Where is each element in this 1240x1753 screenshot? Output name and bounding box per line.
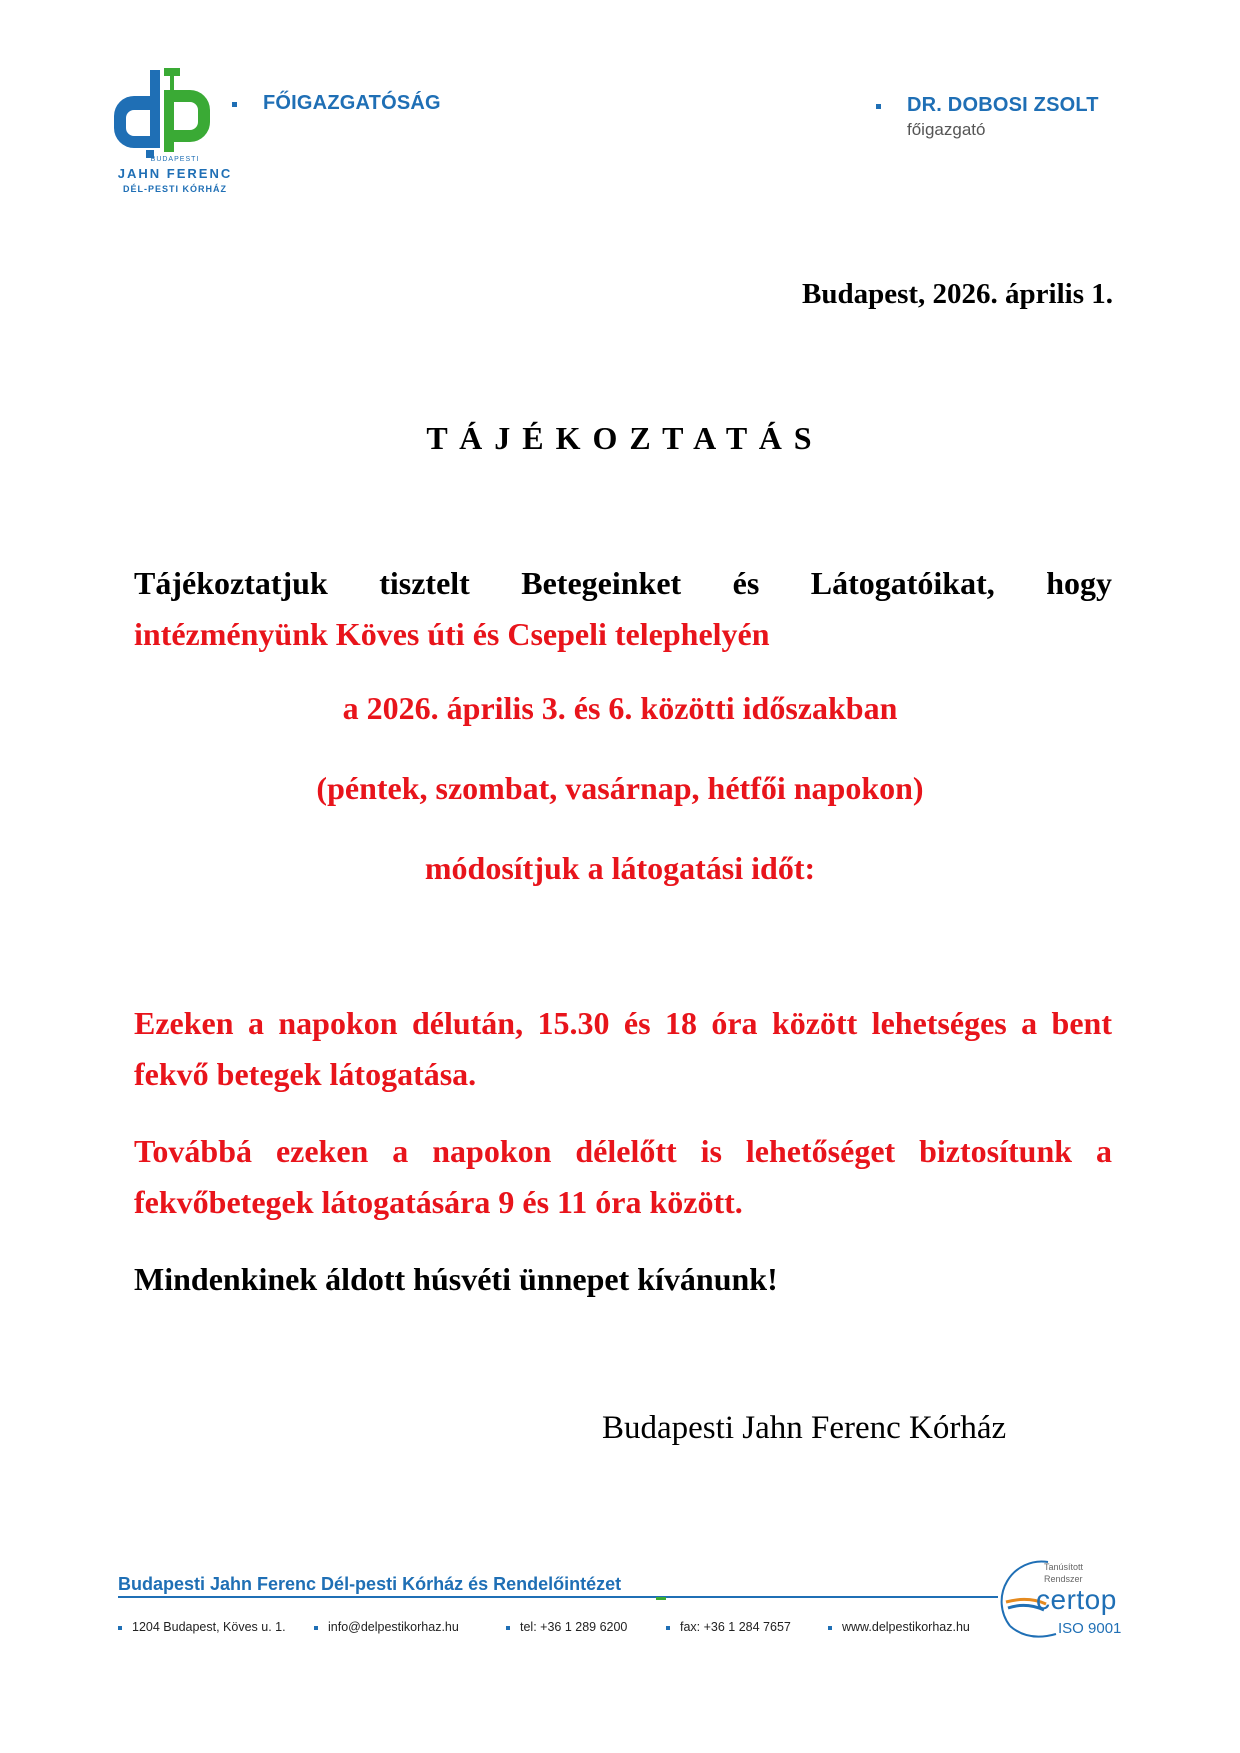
intro-paragraph xyxy=(134,558,1112,660)
footer-email-link[interactable]: info@delpestikorhaz.hu xyxy=(328,1620,459,1634)
intro-black-line: Tájékoztatjuk tisztelt Betegeinket és Látogatóikat, hogy xyxy=(134,565,1112,601)
intro-red-line: intézményünk Köves úti és Csepeli telephelyén xyxy=(134,616,770,652)
logo-line-budapesti: BUDAPESTI xyxy=(150,156,200,163)
afternoon-paragraph: Ezeken a napokon délután, 15.30 és 18 óra között lehetséges a bent fekvő betegek látogatása. xyxy=(134,1005,1112,1092)
department-label xyxy=(232,92,441,115)
logo-line-del-pesti: DÉL-PESTI KÓRHÁZ xyxy=(122,184,227,194)
logo-line-jahn-ferenc: JAHN FERENC xyxy=(117,166,233,181)
days-line: (péntek, szombat, vasárnap, hétfői napokon) xyxy=(316,770,924,806)
change-line: módosítjuk a látogatási időt: xyxy=(424,850,816,886)
certop-badge xyxy=(998,1552,1158,1652)
page-title: T Á J É K O Z T A T Á S xyxy=(426,420,814,456)
cert-standard: ISO 9001 xyxy=(1058,1620,1122,1637)
footer-website-item[interactable] xyxy=(828,1620,970,1634)
director-name: DR. DOBOSI ZSOLT xyxy=(907,94,1099,116)
footer-institution: Budapesti Jahn Ferenc Dél-pesti Kórház és Rendelőintézet xyxy=(118,1574,622,1594)
morning-paragraph: Továbbá ezeken a napokon délelőtt is lehetőséget biztosítunk a fekvőbetegek látogatására 9 és 11 óra között. xyxy=(134,1133,1112,1220)
bullet-icon xyxy=(506,1626,510,1630)
bullet-icon xyxy=(314,1626,318,1630)
department-name: FŐIGAZGATÓSÁG xyxy=(263,92,441,114)
bullet-icon xyxy=(876,104,881,109)
dp-logo-icon xyxy=(100,60,250,160)
cert-line2: Rendszer xyxy=(1044,1574,1083,1584)
footer-email-item[interactable] xyxy=(314,1620,459,1634)
bullet-icon xyxy=(118,1626,122,1630)
footer-fax-item xyxy=(666,1620,791,1634)
bullet-icon xyxy=(666,1626,670,1630)
footer-divider xyxy=(118,1596,998,1598)
signature: Budapesti Jahn Ferenc Kórház xyxy=(602,1410,1007,1446)
bullet-icon xyxy=(828,1626,832,1630)
date-line: Budapest, 2026. április 1. xyxy=(802,278,1113,310)
cert-brand: certop xyxy=(1036,1584,1117,1615)
footer-phone-item xyxy=(506,1620,627,1634)
hospital-logo xyxy=(100,60,250,200)
director-block xyxy=(876,94,1099,140)
footer-divider-accent xyxy=(656,1597,666,1600)
footer-phone: tel: +36 1 289 6200 xyxy=(520,1620,628,1634)
greeting: Mindenkinek áldott húsvéti ünnepet kívánunk! xyxy=(134,1261,778,1297)
period-line: a 2026. április 3. és 6. közötti időszakban xyxy=(342,690,898,726)
footer-address-item xyxy=(118,1620,286,1634)
cert-line1: Tanúsított xyxy=(1044,1562,1084,1572)
director-title: főigazgató xyxy=(907,120,986,139)
footer-website-link[interactable]: www.delpestikorhaz.hu xyxy=(842,1620,970,1634)
footer-fax: fax: +36 1 284 7657 xyxy=(680,1620,791,1634)
footer-address: 1204 Budapest, Köves u. 1. xyxy=(132,1620,286,1634)
bullet-icon xyxy=(232,102,237,107)
